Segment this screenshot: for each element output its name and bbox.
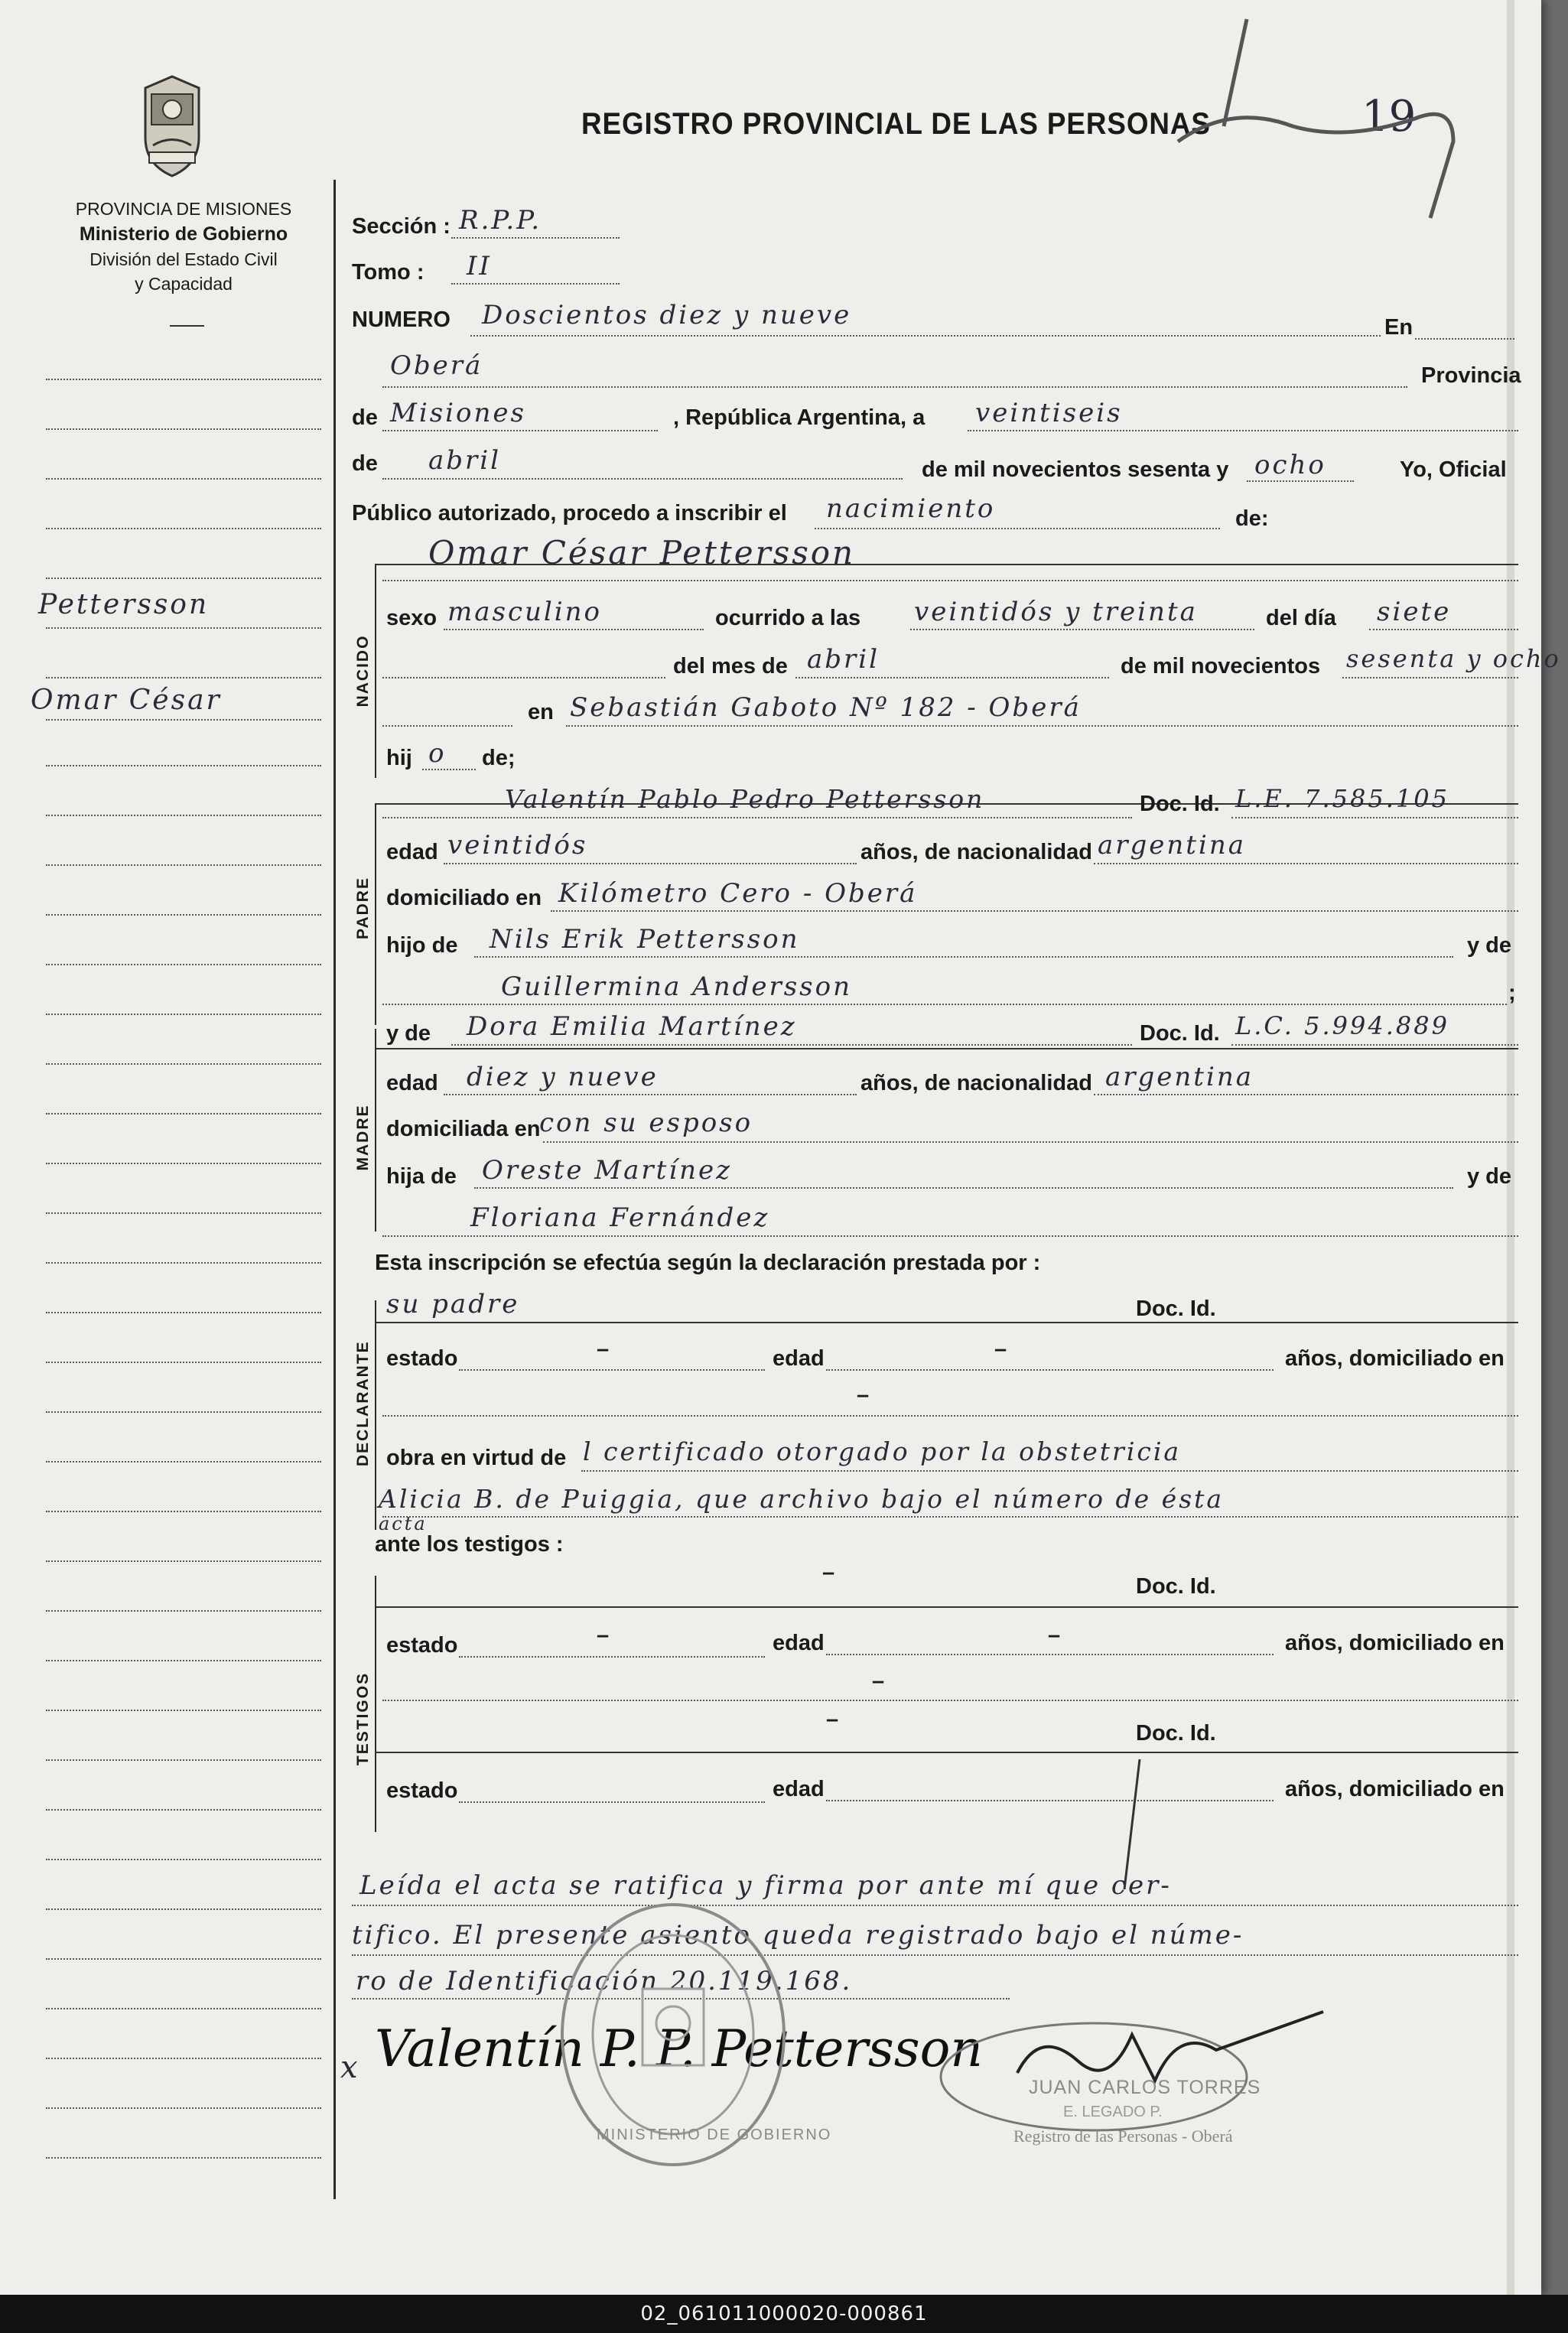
mes-lead-line — [382, 677, 665, 678]
field-mes: abril — [807, 644, 880, 675]
lugar-lead-line — [382, 725, 512, 727]
padre-doc-line — [1231, 817, 1518, 818]
t2-edad-line — [826, 1800, 1274, 1801]
obra-line1 — [581, 1470, 1518, 1472]
field-en: Oberá — [390, 350, 483, 381]
stamp-office: Registro de las Personas - Oberá — [1013, 2126, 1233, 2146]
label-t1-anos: años, domiciliado en — [1285, 1631, 1505, 1655]
fecha-anio-line — [1247, 480, 1354, 482]
madre-padre-line — [474, 1187, 1453, 1189]
t1-edad-line — [826, 1654, 1274, 1655]
field-fecha-dia: veintiseis — [975, 398, 1123, 428]
side-label-nacido: NACIDO — [354, 634, 372, 708]
padre-dom-line — [551, 910, 1518, 912]
hij-line — [422, 769, 476, 770]
sexo-line — [444, 629, 704, 630]
label-t2-doc: Doc. Id. — [1136, 1721, 1216, 1746]
decl-dom-dash: – — [857, 1383, 870, 1407]
testigos-side-rule — [375, 1576, 376, 1832]
seccion-line — [451, 237, 620, 239]
division-heading: División del Estado Civil — [89, 249, 278, 269]
label-t1-edad: edad — [773, 1631, 825, 1655]
field-padre-doc: L.E. 7.585.105 — [1235, 784, 1449, 813]
label-provincia: Provincia — [1421, 363, 1521, 388]
t2-estado-line — [459, 1801, 765, 1803]
field-hora: veintidós y treinta — [914, 597, 1198, 627]
label-publico: Público autorizado, procedo a inscribir el — [352, 501, 787, 525]
madre-dom-line — [543, 1141, 1518, 1143]
label-ocurrido: ocurrido a las — [715, 606, 861, 630]
fecha-dia-line — [968, 430, 1518, 431]
side-label-madre: MADRE — [354, 1104, 372, 1171]
closing-line1 — [352, 1905, 1518, 1906]
label-obra: obra en virtud de — [386, 1446, 567, 1470]
label-t2-estado: estado — [386, 1778, 458, 1803]
side-label-padre: PADRE — [354, 877, 372, 939]
t1-dom-line — [382, 1700, 1518, 1701]
folio-number: 19 — [1361, 92, 1417, 142]
field-numero: Doscientos diez y nueve — [482, 300, 852, 330]
field-leida-line3: ro de Identificación 20.119.168. — [356, 1966, 853, 1996]
t1-estado-line — [459, 1656, 765, 1658]
declarante-side-rule — [375, 1300, 376, 1530]
label-t1-estado: estado — [386, 1633, 458, 1658]
field-lugar: Sebastián Gaboto Nº 182 - Oberá — [570, 692, 1082, 723]
label-yo-oficial: Yo, Oficial — [1400, 457, 1507, 482]
label-del-mes: del mes de — [673, 654, 788, 678]
field-madre-nac: argentina — [1105, 1062, 1254, 1092]
padre-madre-line — [382, 1004, 1507, 1005]
label-t2-anos: años, domiciliado en — [1285, 1777, 1505, 1801]
field-padre-nac: argentina — [1098, 830, 1247, 861]
label-republica: , República Argentina, a — [673, 405, 926, 430]
image-caption: 02_061011000020-000861 — [640, 2302, 928, 2325]
label-hij: hij — [386, 746, 412, 770]
stamp-name: JUAN CARLOS TORRES — [1029, 2077, 1261, 2098]
binding-edge — [1507, 0, 1514, 2295]
label-del-dia: del día — [1266, 606, 1336, 630]
field-obra-line2: Alicia B. de Puiggia, que archivo bajo el número de ésta — [379, 1484, 1225, 1514]
field-fecha-anio: ocho — [1254, 450, 1326, 480]
padre-padre-line — [474, 956, 1453, 958]
decl-edad-line — [826, 1369, 1274, 1371]
fecha-mes-line — [382, 478, 903, 480]
stamp-title: E. LEGADO P. — [1063, 2104, 1163, 2120]
label-tomo: Tomo : — [352, 260, 425, 285]
seal-text: MINISTERIO DE GOBIERNO — [597, 2126, 832, 2143]
field-tomo: II — [467, 251, 492, 281]
label-decl-edad: edad — [773, 1346, 825, 1371]
label-madre-nac: años, de nacionalidad — [860, 1071, 1092, 1095]
t2-name-dash: – — [826, 1707, 839, 1732]
field-padre-domicilio: Kilómetro Cero - Oberá — [558, 878, 918, 909]
dia-line — [1369, 629, 1518, 630]
field-acto: nacimiento — [826, 493, 996, 524]
field-madre-domicilio: con su esposo — [539, 1108, 753, 1138]
signature-declarante: Valentín P. P. Pettersson — [375, 2019, 983, 2078]
padre-side-rule — [375, 803, 376, 1025]
label-de-semi: de; — [482, 746, 516, 770]
t2-name-rule — [375, 1752, 1518, 1753]
decl-dom-line — [382, 1415, 1518, 1417]
padre-edad-line — [444, 863, 857, 864]
label-padre-nac: años, de nacionalidad — [860, 840, 1092, 864]
field-padre-edad: veintidós — [447, 830, 588, 861]
heading-rule — [170, 325, 204, 327]
label-padre-dom: domiciliado en — [386, 886, 542, 910]
en-line — [382, 386, 1407, 388]
label-declaracion: Esta inscripción se efectúa según la declaración prestada por : — [375, 1251, 1041, 1275]
label-madre-hija: hija de — [386, 1164, 457, 1189]
label-padre-doc: Doc. Id. — [1140, 792, 1220, 816]
acto-line — [815, 528, 1220, 529]
field-padre-madre: Guillermina Andersson — [501, 971, 852, 1002]
label-t2-edad: edad — [773, 1777, 825, 1801]
ministry-heading: Ministerio de Gobierno — [79, 223, 288, 245]
label-padre-hijo: hijo de — [386, 933, 458, 958]
label-madre-y-de2: y de — [1467, 1164, 1512, 1189]
label-decl-estado: estado — [386, 1346, 458, 1371]
label-en-lugar: en — [528, 700, 554, 724]
decl-estado-dash: – — [597, 1337, 610, 1362]
numero-line — [470, 335, 1381, 337]
margin-surname: Pettersson — [38, 589, 210, 620]
field-seccion: R.P.P. — [459, 205, 542, 236]
en-line-end — [1415, 338, 1514, 340]
nacido-side-rule — [375, 564, 376, 778]
field-declarante: su padre — [386, 1289, 520, 1319]
label-padre-y-de: y de — [1467, 933, 1512, 958]
testigos-top-rule — [375, 1606, 1518, 1608]
field-madre-doc: L.C. 5.994.889 — [1235, 1011, 1449, 1040]
registered-signature-mark — [1163, 11, 1484, 226]
field-dia: siete — [1377, 597, 1452, 627]
t1-name-dash: – — [822, 1560, 835, 1585]
label-en: En — [1384, 315, 1413, 340]
padre-nombre-line — [382, 817, 1132, 818]
hora-line — [910, 629, 1254, 630]
field-leida-line2: tifico. El presente asiento queda registrado bajo el núme- — [352, 1920, 1244, 1951]
label-semicolon: ; — [1508, 981, 1516, 1005]
declarante-top-rule — [375, 1322, 1518, 1323]
label-decl-anos: años, domiciliado en — [1285, 1346, 1505, 1371]
label-madre-edad: edad — [386, 1071, 438, 1095]
capacity-heading: y Capacidad — [135, 274, 233, 294]
closing-line2 — [352, 1954, 1518, 1956]
madre-doc-line — [1231, 1044, 1518, 1046]
label-de-colon: de: — [1235, 506, 1269, 531]
field-obra-line1: l certificado otorgado por la obstetricia — [583, 1437, 1182, 1466]
tomo-line — [451, 283, 620, 285]
margin-given-names: Omar César — [31, 685, 222, 716]
field-madre-nombre: Dora Emilia Martínez — [467, 1011, 797, 1042]
side-label-testigos: TESTIGOS — [354, 1671, 372, 1766]
t1-edad-dash: – — [1048, 1623, 1061, 1648]
lugar-line — [566, 725, 1518, 727]
decl-estado-line — [459, 1369, 765, 1371]
obra-line2 — [382, 1516, 1518, 1518]
nombre-line — [382, 580, 1518, 581]
madre-nac-line — [1094, 1094, 1518, 1095]
label-madre-y-de: y de — [386, 1021, 431, 1046]
madre-side-rule — [375, 1029, 376, 1232]
anio-line — [1342, 677, 1518, 678]
label-mil-sesenta: de mil novecientos sesenta y — [922, 457, 1229, 482]
field-nombre: Omar César Pettersson — [428, 534, 856, 571]
field-sexo: masculino — [447, 597, 603, 627]
label-numero: NUMERO — [352, 307, 451, 332]
label-testigos: ante los testigos : — [375, 1532, 564, 1557]
provincia-line — [382, 430, 658, 431]
label-de-mes: de — [352, 451, 378, 476]
field-madre-madre: Floriana Fernández — [470, 1202, 770, 1233]
field-fecha-mes: abril — [428, 445, 502, 476]
field-obra-insert: acta — [379, 1513, 428, 1534]
label-declarante-doc: Doc. Id. — [1136, 1297, 1216, 1321]
field-madre-edad: diez y nueve — [467, 1062, 659, 1092]
field-hij-suffix: o — [428, 738, 447, 769]
field-padre-nombre: Valentín Pablo Pedro Pettersson — [505, 784, 985, 814]
province-heading: PROVINCIA DE MISIONES — [75, 199, 292, 219]
field-padre-padre: Nils Erik Pettersson — [490, 924, 800, 955]
mes-line — [795, 677, 1109, 678]
field-leida-line1: Leída el acta se ratifica y firma por ante mí que cer- — [359, 1870, 1172, 1901]
label-madre-dom: domiciliada en — [386, 1117, 541, 1141]
field-provincia: Misiones — [390, 398, 526, 428]
label-sexo: sexo — [386, 606, 438, 630]
madre-top-rule — [375, 1048, 1518, 1049]
main-margin-rule — [333, 180, 336, 2199]
label-t1-doc: Doc. Id. — [1136, 1574, 1216, 1599]
decl-edad-dash: – — [994, 1337, 1007, 1362]
t1-dom-dash: – — [872, 1669, 885, 1694]
signature-x: x — [340, 2050, 358, 2085]
label-seccion: Sección : — [352, 214, 451, 239]
madre-nombre-line — [451, 1044, 1132, 1046]
label-de-provincia: de — [352, 405, 378, 430]
t1-estado-dash: – — [597, 1623, 610, 1648]
label-padre-edad: edad — [386, 840, 438, 864]
side-label-declarante: DECLARANTE — [354, 1340, 372, 1466]
madre-edad-line — [444, 1094, 857, 1095]
padre-nac-line — [1094, 863, 1518, 864]
page-title: REGISTRO PROVINCIAL DE LAS PERSONAS — [581, 107, 1211, 141]
madre-madre-line — [382, 1235, 1518, 1237]
label-mil-novecientos: de mil novecientos — [1121, 654, 1321, 678]
field-madre-padre: Oreste Martínez — [482, 1155, 733, 1186]
label-madre-doc: Doc. Id. — [1140, 1021, 1220, 1046]
field-anio: sesenta y ocho — [1346, 644, 1561, 673]
province-emblem — [138, 73, 207, 180]
